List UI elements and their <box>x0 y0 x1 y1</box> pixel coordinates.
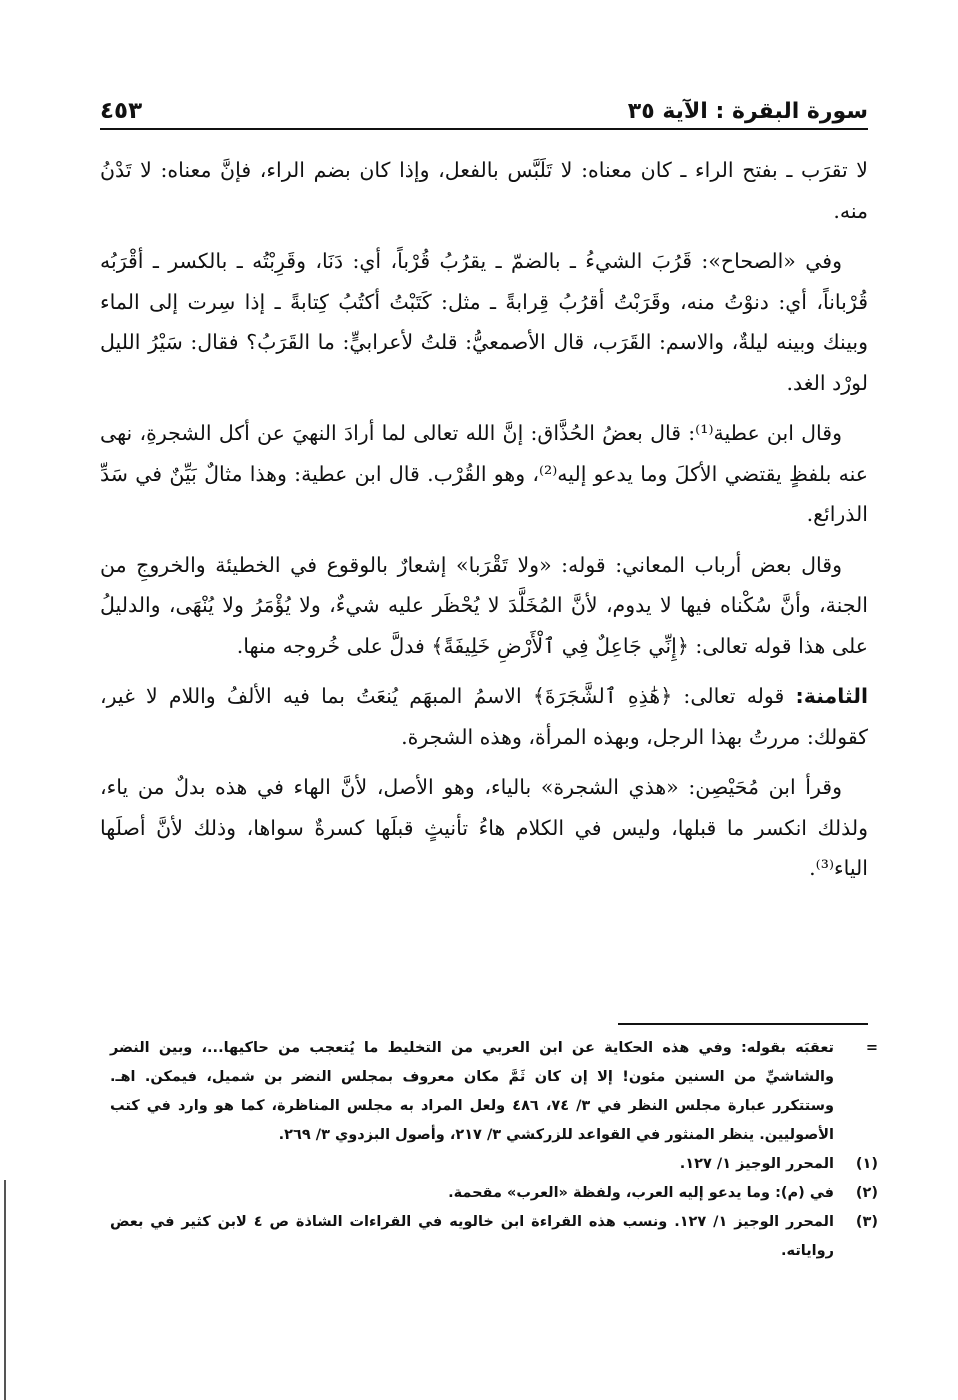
paragraph-2 <box>100 241 868 403</box>
paragraph-text: وقال ابن عطية⁽¹⁾: قال بعضُ الحُذَّاق: إنَّ الله تعالى لما أرادَ النهيَ عن أكل الشجرةِ، نهى عنه بلفظٍ يقتضي الأكلَ وما يدعو إليه⁽²⁾، وهو القُرْب. قال ابن عطية: وهذا مثالٌ بَيِّنٌ في سَدِّ الذرائع. <box>100 421 868 526</box>
paragraph-1 <box>100 150 868 231</box>
paragraph-5 <box>100 676 868 757</box>
footnote-marker: (٣) <box>855 1214 878 1230</box>
paragraph-6 <box>100 767 868 889</box>
paragraph-text: وقال بعض أرباب المعاني: قوله: «ولا تَقْرَبا» إشعارٌ بالوقوع في الخطيئة والخروجِ من الجنة، وأنَّ سُكْناه فيها لا يدوم، لأنَّ المُخَلَّدَ لا يُحْظَر عليه شيءٌ، ولا يُؤْمَرُ ولا يُنْهَى، والدليلُ على هذا قوله تعالى: ﴿إِنِّي جَاعِلٌ فِي ٱلْأَرْضِ خَلِيفَةً﴾ فدلَّ على خُروجه منها. <box>100 552 868 658</box>
footnote-marker: (١) <box>855 1156 878 1172</box>
page-number: ٤٥٣ <box>100 98 143 124</box>
scan-edge-line <box>4 1180 6 1400</box>
footnote-text: في (م): وما يدعو إليه العرب، ولفظة «العرب» مقحمة. <box>448 1185 834 1201</box>
paragraph-text: لا تقرَب ـ بفتح الراء ـ كان معناه: لا تَلَبَّس بالفعل، وإذا كان بضم الراء، فإنَّ معناه: لا تَدْنُ منه. <box>100 158 868 223</box>
footnote-separator <box>618 1023 868 1025</box>
paragraph-text: وقرأ ابن مُحَيْصِن: «هذي الشجرة» بالياء، وهو الأصل، لأنَّ الهاء في هذه بدلٌ من ياء، ولذلك انكسر ما قبلها، وليس في الكلام هاءُ تأنيثٍ قبلَها كسرةٌ سواها، وذلك لأنَّ أصلَها الياء⁽³⁾. <box>100 775 868 880</box>
section-lead: الثامنة: <box>795 684 868 708</box>
main-text <box>100 150 868 899</box>
paragraph-text: قوله تعالى: ﴿هَٰذِهِ ٱلشَّجَرَةَ﴾ الاسمُ المبهَم يُنعَتُ بما فيه الألفُ واللام لا غير، كقولك: مررتُ بهذا الرجل، وبهذه المرأة، وهذه الشجرة. <box>100 684 868 749</box>
paragraph-text: وفي «الصحاح»: قَرُبَ الشيءُ ـ بالضمّ ـ يقرُبُ قُرْباً، أي: دَنَا، وقَرِبْتُه ـ بالكسر ـ أقْرَبُه قُرْباناً، أي: دنوْتُ منه، وقَرَبْتُ أقرُبُ قِرابةً ـ مثل: كَتَبْتُ أكتُبُ كِتابةً ـ إذا سِرت إلى الماء وبينك وبينه ليلةٌ، والاسم: القَرَب، قال الأصمعيُّ: قلتُ لأعرابيٍّ: ما القَرَبُ؟ فقال: سَيْرُ الليل لورْد الغد. <box>100 249 868 395</box>
footnote-text: تعقبَه بقوله: وفي هذه الحكاية عن ابن العربي من التخليط ما يُتعجب من حاكيها...، وبين النضر والشاشيِّ من السنين مئون! إلا إن كان ثَمَّ مكان معروف بمجلس النضر بن شميل، فيمكن. اهـ. وستتكرر عبارة مجلس النظر في ٣/ ٧٤، ٤٨٦ ولعل المراد به مجلس المناظرة، كما هو وارد في كتب الأصوليين. ينظر المنثور في القواعد للزركشي ٣/ ٢١٧، وأصول البزدوي ٣/ ٢٦٩. <box>110 1040 835 1143</box>
footnote-marker: = <box>865 1040 878 1056</box>
footnote-text: المحرر الوجيز ١/ ١٢٧. ونسب هذه القراءة ابن خالويه في القراءات الشاذة ص ٤ لابن كثير في بعض رواياته. <box>110 1214 834 1259</box>
footnote-2 <box>110 1179 878 1208</box>
paragraph-4 <box>100 545 868 667</box>
running-header <box>100 84 868 130</box>
footnote-text: المحرر الوجيز ١/ ١٢٧. <box>679 1156 834 1172</box>
footnotes <box>110 1034 878 1266</box>
paragraph-3 <box>100 413 868 535</box>
footnote-marker: (٢) <box>855 1185 878 1201</box>
surah-title: سورة البقرة : الآية ٣٥ <box>627 99 868 124</box>
footnote-continued <box>110 1034 878 1150</box>
footnote-3 <box>110 1208 878 1266</box>
footnote-1 <box>110 1150 878 1179</box>
